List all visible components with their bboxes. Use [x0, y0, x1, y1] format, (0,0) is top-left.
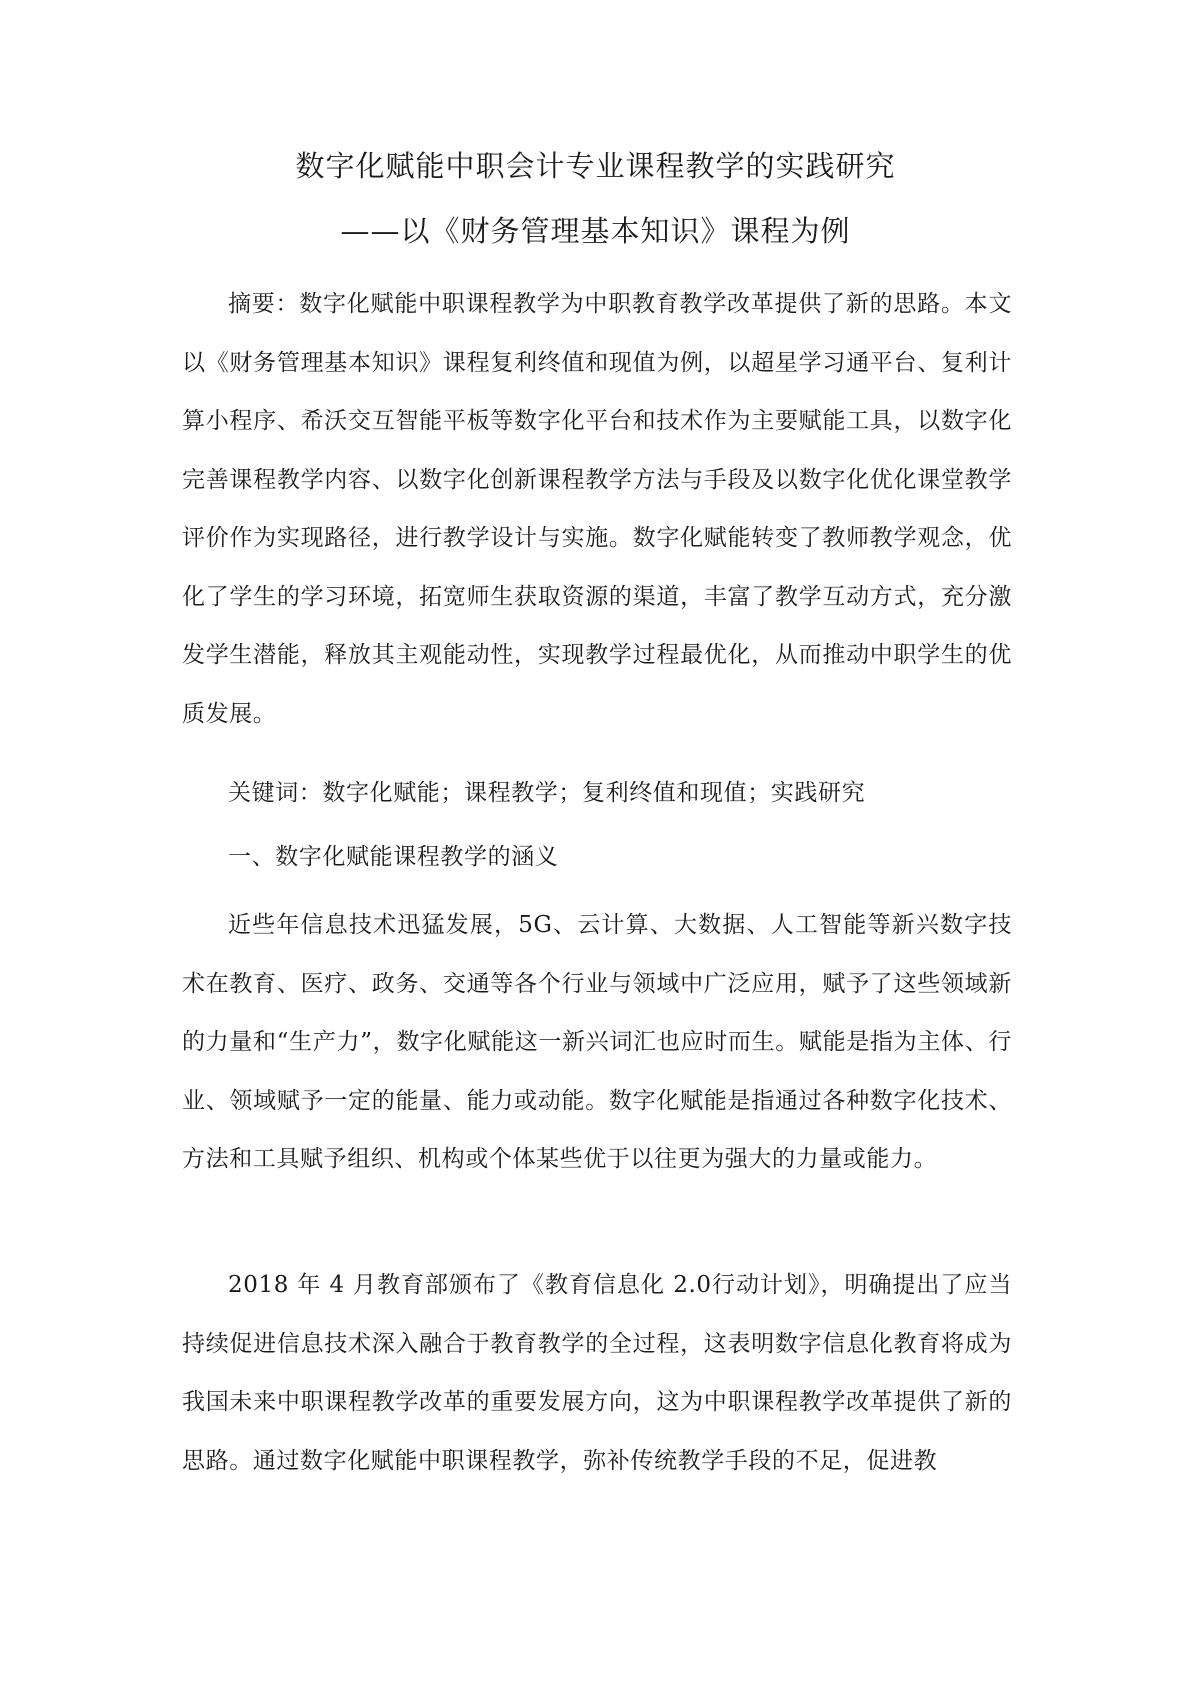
abstract-paragraph: 摘要：数字化赋能中职课程教学为中职教育教学改革提供了新的思路。本文以《财务管理基本知识》课程复利终值和现值为例，以超星学习通平台、复利计算小程序、希沃交互智能平板等数字化平台和技术作为主要赋能工具，以数字化完善课程教学内容、以数字化创新课程教学方法与手段及以数字化优化课堂教学评价作为实现路径，进行教学设计与实施。数字化赋能转变了教师教学观念，优化了学生的学习环境，拓宽师生获取资源的渠道，丰富了教学互动方式，充分激发学生潜能，释放其主观能动性，实现教学过程最优化，从而推动中职学生的优质发展。 — [182, 291, 1012, 727]
body-paragraph: 2018 年 4 月教育部颁布了《教育信息化 2.0行动计划》，明确提出了应当持续促进信息技术深入融合于教育教学的全过程，这表明数字信息化教育将成为我国未来中职课程教学改革的重要发展方向，这为中职课程教学改革提供了新的思路。通过数字化赋能中职课程教学，弥补传统教学手段的不足，促进教 — [182, 1272, 1012, 1474]
keywords-line: 关键词：数字化赋能；课程教学；复利终值和现值；实践研究 — [228, 780, 866, 806]
abstract-section — [182, 275, 1012, 743]
section-heading — [182, 828, 1012, 887]
keywords-section — [182, 764, 1012, 823]
section-1-heading: 一、数字化赋能课程教学的涵义 — [228, 844, 559, 870]
paper-title: 数字化赋能中职会计专业课程教学的实践研究 — [295, 149, 896, 183]
section-1-body — [182, 896, 1012, 1189]
body-paragraph: 近些年信息技术迅猛发展，5G、云计算、大数据、人工智能等新兴数字技术在教育、医疗、政务、交通等各个行业与领域中广泛应用，赋予了这些领域新的力量和“生产力”，数字化赋能这一新兴词汇也应时而生。赋能是指为主体、行业、领域赋予一定的能量、能力或动能。数字化赋能是指通过各种数字化技术、方法和工具赋予组织、机构或个体某些优于以往更为强大的力量或能力。 — [182, 912, 1012, 1172]
paper-subtitle: ——以《财务管理基本知识》课程为例 — [340, 214, 851, 248]
section-1-body-continued — [182, 1256, 1012, 1490]
